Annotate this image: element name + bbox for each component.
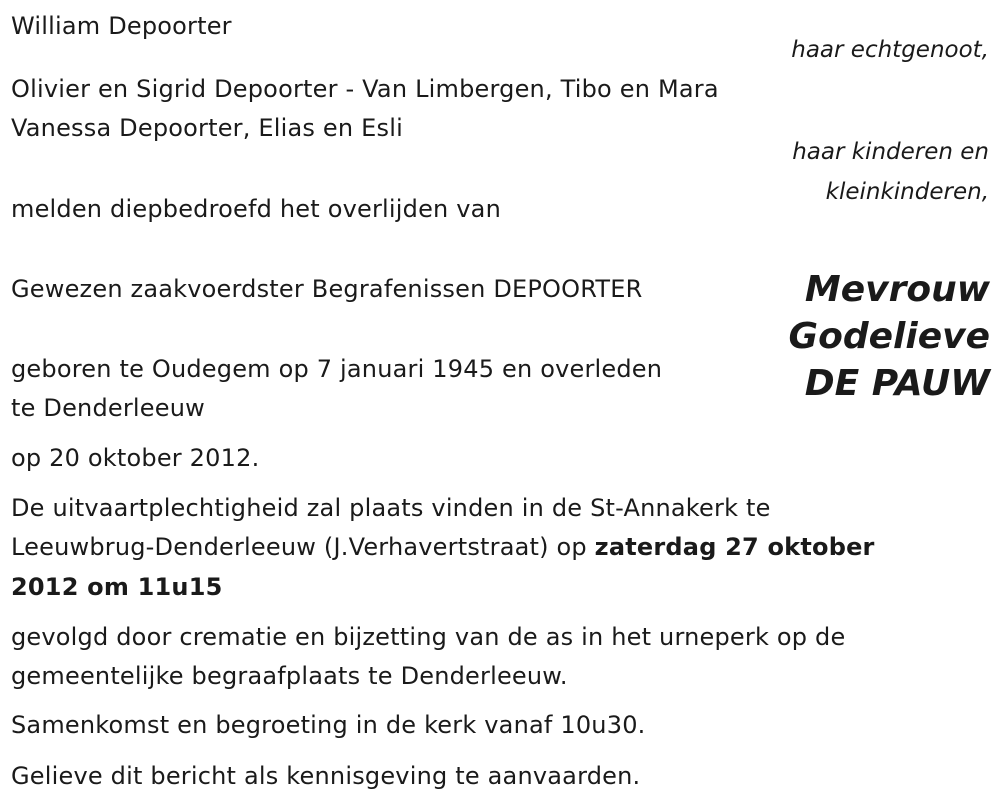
children-line-1: Olivier en Sigrid Depoorter - Van Limbergen, Tibo en Mara (11, 75, 719, 103)
ceremony-date: zaterdag 27 oktober (594, 533, 875, 561)
announcement-intro: melden diepbedroefd het overlijden van (11, 195, 501, 223)
children-role-2: kleinkinderen, (825, 179, 989, 205)
gathering-line: Samenkomst en begroeting in de kerk vanaf 10u30. (11, 711, 646, 739)
birth-line-1: geboren te Oudegem op 7 januari 1945 en overleden (11, 355, 663, 383)
ceremony-line-1: De uitvaartplechtigheid zal plaats vinden in de St-Annakerk te (11, 494, 771, 522)
deceased-first-name: Godelieve (788, 316, 990, 357)
ceremony-location: Leeuwbrug-Denderleeuw (J.Verhavertstraat) op (11, 533, 595, 561)
followed-line-2: gemeentelijke begraafplaats te Denderleeuw. (11, 662, 568, 690)
deceased-last-name: DE PAUW (804, 363, 990, 404)
husband-role: haar echtgenoot, (791, 37, 989, 63)
occupation-line: Gewezen zaakvoerdster Begrafenissen DEPOORTER (11, 275, 643, 303)
ceremony-line-2 (11, 527, 875, 567)
ceremony-time: 2012 om 11u15 (11, 573, 223, 601)
children-role-1: haar kinderen en (792, 139, 989, 165)
birth-line-2: te Denderleeuw (11, 394, 205, 422)
husband-name: William Depoorter (11, 12, 232, 40)
followed-line-1: gevolgd door crematie en bijzetting van de as in het urneperk op de (11, 623, 846, 651)
children-line-2: Vanessa Depoorter, Elias en Esli (11, 114, 403, 142)
death-date-line: op 20 oktober 2012. (11, 444, 260, 472)
deceased-title: Mevrouw (804, 269, 990, 310)
notice-line: Gelieve dit bericht als kennisgeving te aanvaarden. (11, 762, 641, 790)
